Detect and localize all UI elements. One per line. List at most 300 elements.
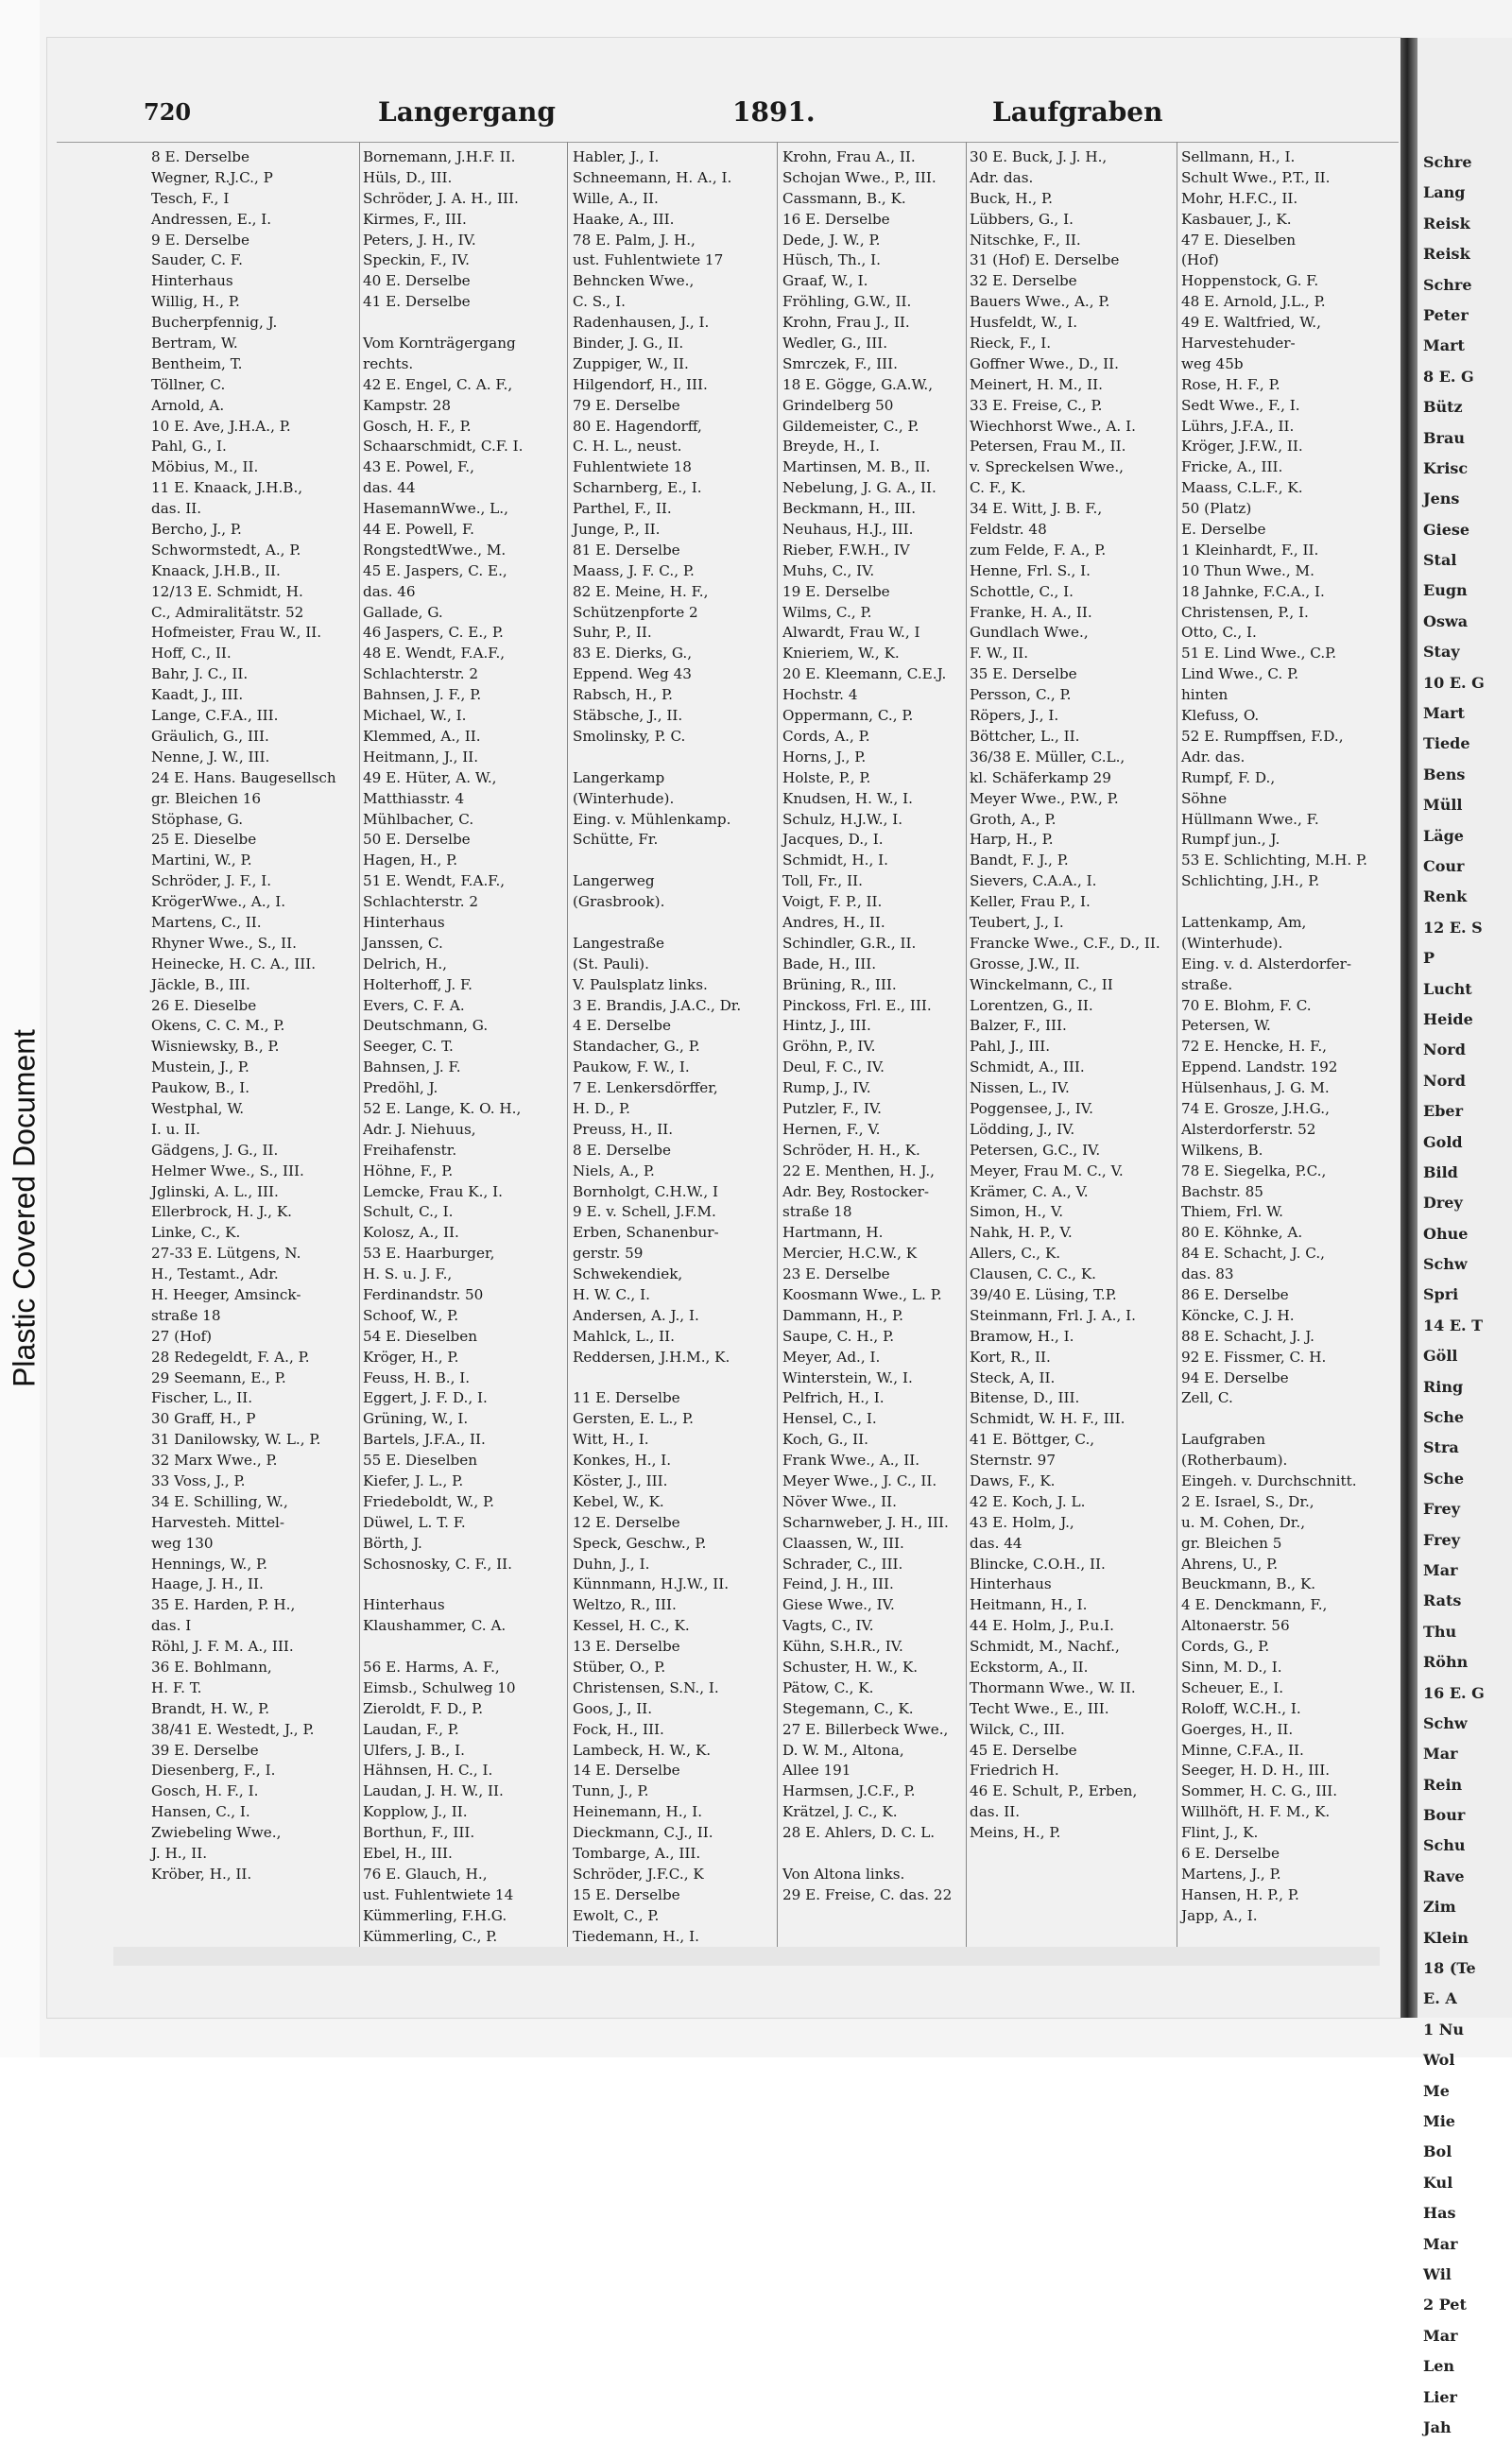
directory-entry: Höhne, F., P. bbox=[363, 1161, 454, 1179]
directory-entry: Sedt Wwe., F., I. bbox=[1181, 396, 1300, 414]
directory-entry: Schosnosky, C. F., II. bbox=[363, 1555, 512, 1573]
directory-entry: 11 E. Derselbe bbox=[573, 1389, 680, 1407]
directory-entry: Sinn, M. D., I. bbox=[1181, 1659, 1282, 1677]
directory-entry: gr. Bleichen 16 bbox=[151, 789, 262, 807]
directory-entry: 80 E. Hagendorff, bbox=[573, 417, 702, 435]
directory-entry: Mühlbacher, C. bbox=[363, 810, 474, 828]
next-page-entry: Müll bbox=[1423, 796, 1463, 815]
directory-entry: Tiedemann, H., I. bbox=[573, 1927, 699, 1945]
directory-entry: Mercier, H.C.W., K bbox=[782, 1245, 918, 1263]
directory-entry: 82 E. Meine, H. F., bbox=[573, 582, 709, 600]
directory-entry: Düwel, L. T. F. bbox=[363, 1513, 466, 1531]
directory-entry: Nebelung, J. G. A., II. bbox=[782, 479, 936, 497]
directory-entry: Von Altona links. bbox=[782, 1865, 905, 1883]
directory-entry: 30 Graff, H., P bbox=[151, 1410, 256, 1428]
next-page-entry: Lang bbox=[1423, 183, 1466, 202]
next-page-entry: Schu bbox=[1423, 1836, 1466, 1855]
directory-entry: Schlichting, J.H., P. bbox=[1181, 872, 1320, 890]
directory-entry: Schottle, C., I. bbox=[970, 582, 1074, 600]
directory-entry bbox=[363, 1574, 565, 1595]
directory-entry: Francke Wwe., C.F., D., II. bbox=[970, 934, 1160, 952]
directory-entry: 16 E. Derselbe bbox=[782, 210, 890, 228]
directory-entry: Paukow, B., I. bbox=[151, 1079, 250, 1097]
directory-entry: 34 E. Schilling, W., bbox=[151, 1492, 288, 1510]
directory-entry: Gädgens, J. G., II. bbox=[151, 1141, 279, 1159]
directory-column-6 bbox=[1181, 147, 1399, 1927]
directory-entry: Brüning, R., III. bbox=[782, 975, 897, 993]
directory-entry: Mahlck, L., II. bbox=[573, 1327, 676, 1345]
directory-entry: Feuss, H. B., I. bbox=[363, 1368, 471, 1386]
next-page-entry: Eber bbox=[1423, 1102, 1463, 1121]
directory-entry: Tombarge, A., III. bbox=[573, 1845, 701, 1863]
directory-entry: 14 E. Derselbe bbox=[573, 1762, 680, 1780]
directory-entry: Lührs, J.F.A., II. bbox=[1181, 417, 1295, 435]
directory-entry: 34 E. Witt, J. B. F., bbox=[970, 500, 1103, 518]
next-page-entry: Peter bbox=[1423, 305, 1469, 324]
directory-entry: 83 E. Dierks, G., bbox=[573, 645, 693, 662]
directory-entry: Hensel, C., I. bbox=[782, 1410, 877, 1428]
directory-entry: Knaack, J.H.B., II. bbox=[151, 561, 281, 579]
directory-entry: 48 E. Arnold, J.L., P. bbox=[1181, 293, 1326, 311]
directory-entry: Husfeldt, W., I. bbox=[970, 314, 1078, 332]
next-page-entry: Ring bbox=[1423, 1377, 1464, 1396]
directory-entry: Klemmed, A., II. bbox=[363, 727, 481, 745]
directory-entry: 36 E. Bohlmann, bbox=[151, 1659, 272, 1677]
directory-column-3 bbox=[573, 147, 775, 1968]
directory-entry: Gosch, H. F., I. bbox=[151, 1782, 259, 1800]
directory-entry: Pelfrich, H., I. bbox=[782, 1389, 885, 1407]
directory-entry: Heinecke, H. C. A., III. bbox=[151, 955, 317, 972]
directory-entry: Vom Kornträgergang bbox=[363, 335, 516, 353]
directory-entry: Hilgendorf, H., III. bbox=[573, 375, 708, 393]
directory-entry: Bitense, D., III. bbox=[970, 1389, 1080, 1407]
directory-entry: Meyer Wwe., P.W., P. bbox=[970, 789, 1119, 807]
directory-entry: Krätzel, J. C., K. bbox=[782, 1803, 898, 1821]
next-page-entry: Bild bbox=[1423, 1162, 1458, 1181]
next-page-entry: Rave bbox=[1423, 1867, 1465, 1885]
directory-entry: Kopplow, J., II. bbox=[363, 1803, 468, 1821]
next-page-entry: Gold bbox=[1423, 1132, 1463, 1151]
directory-entry: Schwekendiek, bbox=[573, 1265, 683, 1283]
directory-entry: Lambeck, H. W., K. bbox=[573, 1741, 712, 1759]
directory-entry: Petersen, Frau M., II. bbox=[970, 438, 1126, 456]
directory-entry: Bramow, H., I. bbox=[970, 1327, 1074, 1345]
directory-entry: Hernen, F., V. bbox=[782, 1120, 881, 1138]
directory-column-5 bbox=[970, 147, 1174, 1844]
directory-entry: weg 130 bbox=[151, 1534, 214, 1552]
directory-entry: 8 E. Derselbe bbox=[151, 148, 250, 165]
directory-entry: Laufgraben bbox=[1181, 1431, 1266, 1449]
directory-entry: Duhn, J., I. bbox=[573, 1555, 650, 1573]
directory-entry: 49 E. Waltfried, W., bbox=[1181, 314, 1321, 332]
next-page-entry: Frey bbox=[1423, 1530, 1460, 1549]
directory-entry: Otto, C., I. bbox=[1181, 624, 1257, 642]
next-page-entry: Heide bbox=[1423, 1009, 1473, 1028]
directory-entry: 19 E. Derselbe bbox=[782, 582, 890, 600]
directory-entry: Feind, J. H., III. bbox=[782, 1575, 894, 1593]
directory-entry bbox=[573, 913, 775, 934]
next-page-entry: Lucht bbox=[1423, 979, 1472, 998]
directory-entry: das. II. bbox=[970, 1803, 1021, 1821]
next-page-entry: Reisk bbox=[1423, 214, 1470, 232]
directory-entry: Deutschmann, G. bbox=[363, 1017, 489, 1035]
directory-entry: Martinsen, M. B., II. bbox=[782, 458, 931, 476]
directory-entry: Schlachterstr. 2 bbox=[363, 893, 479, 911]
next-page-entry: Cour bbox=[1423, 856, 1465, 875]
next-page-entry: Sche bbox=[1423, 1408, 1465, 1427]
directory-entry: Nitschke, F., II. bbox=[970, 231, 1081, 249]
directory-entry: Konkes, H., I. bbox=[573, 1452, 672, 1470]
directory-entry: das. 44 bbox=[970, 1534, 1022, 1552]
directory-entry: weg 45b bbox=[1181, 354, 1244, 372]
directory-entry: Kröger, H., P. bbox=[363, 1348, 459, 1366]
directory-entry: 35 E. Derselbe bbox=[970, 665, 1077, 683]
directory-entry: 52 E. Rumpffsen, F.D., bbox=[1181, 727, 1344, 745]
directory-entry: Adr. das. bbox=[1181, 748, 1246, 766]
directory-entry: 40 E. Derselbe bbox=[363, 272, 471, 290]
directory-entry: Bornemann, J.H.F. II. bbox=[363, 148, 516, 165]
directory-entry: Diesenberg, F., I. bbox=[151, 1762, 276, 1780]
next-page-entry: Stra bbox=[1423, 1438, 1459, 1457]
directory-entry: Deul, F. C., IV. bbox=[782, 1058, 885, 1076]
directory-entry: Cassmann, B., K. bbox=[782, 189, 906, 207]
directory-entry: Graaf, W., I. bbox=[782, 272, 868, 290]
directory-entry: Schindler, G.R., II. bbox=[782, 934, 917, 952]
directory-entry: das. II. bbox=[151, 500, 202, 518]
directory-entry: Rumpf, F. D., bbox=[1181, 768, 1276, 786]
directory-entry: 6 E. Derselbe bbox=[1181, 1845, 1280, 1863]
directory-entry: Eimsb., Schulweg 10 bbox=[363, 1678, 516, 1696]
directory-entry: gr. Bleichen 5 bbox=[1181, 1534, 1282, 1552]
directory-entry: Sommer, H. C. G., III. bbox=[1181, 1782, 1338, 1800]
directory-entry: Rabsch, H., P. bbox=[573, 686, 673, 704]
next-page-entry: Krisc bbox=[1423, 458, 1469, 477]
directory-entry: 92 E. Fissmer, C. H. bbox=[1181, 1348, 1327, 1366]
directory-entry: Hennings, W., P. bbox=[151, 1555, 268, 1573]
directory-entry: Töllner, C. bbox=[151, 375, 226, 393]
next-page-entry: E. A bbox=[1423, 1989, 1457, 2008]
directory-entry: Andres, H., II. bbox=[782, 913, 885, 931]
directory-entry: Ebel, H., III. bbox=[363, 1845, 453, 1863]
directory-entry: Eckstorm, A., II. bbox=[970, 1659, 1089, 1677]
directory-entry: 50 (Platz) bbox=[1181, 500, 1252, 518]
directory-entry: Schmidt, M., Nachf., bbox=[970, 1638, 1120, 1656]
directory-entry: Schult Wwe., P.T., II. bbox=[1181, 168, 1331, 186]
directory-entry: Schröder, H. H., K. bbox=[782, 1141, 920, 1159]
next-page-entry: 8 E. G bbox=[1423, 367, 1474, 386]
directory-entry: Meyer, Frau M. C., V. bbox=[970, 1161, 1124, 1179]
directory-entry: Gräulich, G., III. bbox=[151, 727, 269, 745]
directory-entry: Roloff, W.C.H., I. bbox=[1181, 1699, 1301, 1717]
directory-entry: 15 E. Derselbe bbox=[573, 1885, 680, 1903]
directory-entry: Adr. Bey, Rostocker- bbox=[782, 1182, 930, 1200]
directory-entry: 1 Kleinhardt, F., II. bbox=[1181, 541, 1319, 559]
directory-entry: Groth, A., P. bbox=[970, 810, 1057, 828]
directory-entry: C. H. L., neust. bbox=[573, 438, 682, 456]
directory-entry: Schwormstedt, A., P. bbox=[151, 541, 301, 559]
next-page-entry: Stay bbox=[1423, 643, 1460, 662]
directory-entry: 43 E. Powel, F., bbox=[363, 458, 474, 476]
directory-entry: Stöphase, G. bbox=[151, 810, 244, 828]
directory-entry: Winckelmann, C., II bbox=[970, 975, 1113, 993]
directory-entry: Martens, J., P. bbox=[1181, 1865, 1281, 1883]
directory-entry: Holste, P., P. bbox=[782, 768, 871, 786]
directory-entry: Schojan Wwe., P., III. bbox=[782, 168, 936, 186]
right-street-header: Laufgraben bbox=[992, 96, 1163, 128]
directory-entry: 28 Redegeldt, F. A., P. bbox=[151, 1348, 310, 1366]
directory-entry: 4 E. Denckmann, F., bbox=[1181, 1596, 1328, 1614]
directory-entry: Schmidt, H., I. bbox=[782, 852, 888, 869]
next-page-entry: Giese bbox=[1423, 520, 1470, 539]
directory-entry: Helmer Wwe., S., III. bbox=[151, 1161, 304, 1179]
directory-entry: 22 E. Menthen, H. J., bbox=[782, 1161, 935, 1179]
next-page-entry: Oswa bbox=[1423, 611, 1469, 630]
book-gutter bbox=[1400, 38, 1418, 2018]
directory-entry: Schult, C., I. bbox=[363, 1203, 454, 1221]
directory-entry: Harvesteh. Mittel- bbox=[151, 1513, 285, 1531]
directory-entry: Böttcher, L., II. bbox=[970, 727, 1080, 745]
directory-entry: 27-33 E. Lütgens, N. bbox=[151, 1245, 301, 1263]
directory-entry: Kirmes, F., III. bbox=[363, 210, 467, 228]
directory-entry: 51 E. Lind Wwe., C.P. bbox=[1181, 645, 1337, 662]
directory-entry: 10 Thun Wwe., M. bbox=[1181, 561, 1314, 579]
next-page-entry: Jah bbox=[1423, 2417, 1452, 2436]
directory-entry: Stegemann, C., K. bbox=[782, 1699, 914, 1717]
directory-entry: Pinckoss, Frl. E., III. bbox=[782, 996, 932, 1014]
directory-entry: Fricke, A., III. bbox=[1181, 458, 1283, 476]
next-page-entry: Röhn bbox=[1423, 1653, 1469, 1672]
directory-entry: Matthiasstr. 4 bbox=[363, 789, 465, 807]
directory-entry: Lübbers, G., I. bbox=[970, 210, 1074, 228]
next-page-entry: Mar bbox=[1423, 2234, 1458, 2253]
directory-entry: Rieber, F.W.H., IV bbox=[782, 541, 910, 559]
directory-entry: Okens, C. C. M., P. bbox=[151, 1017, 285, 1035]
directory-entry: Habler, J., I. bbox=[573, 148, 660, 165]
directory-entry: Hüsch, Th., I. bbox=[782, 251, 881, 269]
directory-entry: Behncken Wwe., bbox=[573, 272, 695, 290]
directory-entry: 25 E. Dieselbe bbox=[151, 831, 257, 849]
next-page-entry: Wol bbox=[1423, 2051, 1455, 2070]
directory-entry: ust. Fuhlentwiete 17 bbox=[573, 251, 724, 269]
next-page-entry: Schre bbox=[1423, 275, 1472, 294]
directory-entry: Rumpf jun., J. bbox=[1181, 831, 1280, 849]
directory-entry: Peters, J. H., IV. bbox=[363, 231, 476, 249]
directory-entry: Pahl, J., III. bbox=[970, 1038, 1051, 1056]
directory-entry: Zwiebeling Wwe., bbox=[151, 1824, 282, 1842]
directory-entry: Seeger, H. D. H., III. bbox=[1181, 1762, 1331, 1780]
directory-entry: Bahnsen, J. F., P. bbox=[363, 686, 482, 704]
directory-entry: Köncke, C. J. H. bbox=[1181, 1306, 1295, 1324]
directory-entry bbox=[573, 1368, 775, 1389]
directory-entry: Harmsen, J.C.F., P. bbox=[782, 1782, 916, 1800]
directory-entry: Lange, C.F.A., III. bbox=[151, 707, 279, 725]
directory-entry: 70 E. Blohm, F. C. bbox=[1181, 996, 1312, 1014]
directory-entry: H. S. u. J. F., bbox=[363, 1265, 453, 1283]
next-page-entry: Stal bbox=[1423, 551, 1457, 570]
next-page-entry: 1 Nu bbox=[1423, 2020, 1464, 2039]
directory-entry: Michael, W., I. bbox=[363, 707, 467, 725]
directory-entry: Gosch, H. F., P. bbox=[363, 417, 472, 435]
directory-entry: Schröder, J. F., I. bbox=[151, 872, 272, 890]
directory-entry: Westphal, W. bbox=[151, 1099, 245, 1117]
next-page-entry: 2 Pet bbox=[1423, 2296, 1467, 2314]
directory-entry: Horns, J., P. bbox=[782, 748, 867, 766]
directory-entry: 86 E. Derselbe bbox=[1181, 1285, 1289, 1303]
directory-entry: Suhr, P., II. bbox=[573, 624, 652, 642]
directory-entry: Hülsenhaus, J. G. M. bbox=[1181, 1079, 1330, 1097]
directory-entry: 9 E. Derselbe bbox=[151, 231, 250, 249]
directory-entry: (Hof) bbox=[1181, 251, 1219, 269]
directory-entry: Zuppiger, W., II. bbox=[573, 354, 689, 372]
directory-entry: Kort, R., II. bbox=[970, 1348, 1051, 1366]
directory-entry: Langestraße bbox=[573, 934, 664, 952]
directory-entry: Tesch, F., I bbox=[151, 189, 230, 207]
directory-entry: 39 E. Derselbe bbox=[151, 1741, 259, 1759]
directory-entry: Mustein, J., P. bbox=[151, 1058, 249, 1076]
directory-entry: Breyde, H., I. bbox=[782, 438, 880, 456]
directory-entry: Sternstr. 97 bbox=[970, 1452, 1057, 1470]
directory-entry: Speckin, F., IV. bbox=[363, 251, 470, 269]
directory-entry: Witt, H., I. bbox=[573, 1431, 649, 1449]
directory-entry: 32 E. Derselbe bbox=[970, 272, 1077, 290]
directory-entry: Clausen, C. C., K. bbox=[970, 1265, 1097, 1283]
directory-entry: Seeger, C. T. bbox=[363, 1038, 454, 1056]
next-page-entry: Me bbox=[1423, 2081, 1450, 2100]
directory-entry bbox=[363, 1637, 565, 1658]
directory-entry: Toll, Fr., II. bbox=[782, 872, 863, 890]
directory-entry: 55 E. Dieselben bbox=[363, 1452, 478, 1470]
next-page-entry: Bens bbox=[1423, 765, 1466, 783]
directory-entry: ust. Fuhlentwiete 14 bbox=[363, 1885, 514, 1903]
directory-entry: Voigt, F. P., II. bbox=[782, 893, 883, 911]
column-divider bbox=[777, 142, 778, 1947]
directory-entry: 81 E. Derselbe bbox=[573, 541, 680, 559]
next-page-entry: Göll bbox=[1423, 1347, 1458, 1366]
next-page-entry: P bbox=[1423, 949, 1435, 968]
directory-entry: F. W., II. bbox=[970, 645, 1029, 662]
directory-entry: Schmidt, W. H. F., III. bbox=[970, 1410, 1125, 1428]
directory-entry: 7 E. Lenkersdörffer, bbox=[573, 1079, 718, 1097]
directory-entry: Eppend. Landstr. 192 bbox=[1181, 1058, 1338, 1076]
directory-entry: 2 E. Israel, S., Dr., bbox=[1181, 1492, 1314, 1510]
directory-entry: Gersten, E. L., P. bbox=[573, 1410, 694, 1428]
directory-entry: Minne, C.F.A., II. bbox=[1181, 1741, 1304, 1759]
directory-entry: Tunn, J., P. bbox=[573, 1782, 649, 1800]
directory-entry: 43 E. Holm, J., bbox=[970, 1513, 1074, 1531]
directory-entry: Hansen, H. P., P. bbox=[1181, 1885, 1299, 1903]
directory-entry: straße 18 bbox=[782, 1203, 852, 1221]
directory-entry: Rhyner Wwe., S., II. bbox=[151, 934, 297, 952]
directory-entry: 8 E. Derselbe bbox=[573, 1141, 672, 1159]
directory-entry: 45 E. Jaspers, C. E., bbox=[363, 561, 507, 579]
directory-entry: C., Admiralitätstr. 52 bbox=[151, 603, 304, 621]
directory-entry: Lattenkamp, Am, bbox=[1181, 913, 1307, 931]
directory-entry: Rieck, F., I. bbox=[970, 335, 1052, 353]
directory-entry: Cords, G., P. bbox=[1181, 1638, 1270, 1656]
directory-entry: (St. Pauli). bbox=[573, 955, 649, 972]
directory-entry: Fuhlentwiete 18 bbox=[573, 458, 692, 476]
directory-entry: Bucherpfennig, J. bbox=[151, 314, 278, 332]
directory-entry: Adr. J. Niehuus, bbox=[363, 1120, 476, 1138]
directory-entry: Christensen, P., I. bbox=[1181, 603, 1309, 621]
next-page-entry: Frey bbox=[1423, 1500, 1460, 1519]
directory-entry: 42 E. Koch, J. L. bbox=[970, 1492, 1086, 1510]
directory-entry: Grindelberg 50 bbox=[782, 396, 894, 414]
next-page-entry: Kul bbox=[1423, 2173, 1453, 2192]
directory-entry: Andersen, A. J., I. bbox=[573, 1306, 699, 1324]
directory-entry: Goffner Wwe., D., II. bbox=[970, 354, 1119, 372]
directory-entry: Wisniewsky, B., P. bbox=[151, 1038, 280, 1056]
directory-entry: Eppend. Weg 43 bbox=[573, 665, 692, 683]
directory-entry: Franke, H. A., II. bbox=[970, 603, 1092, 621]
directory-entry: 38/41 E. Westedt, J., P. bbox=[151, 1720, 315, 1738]
plastic-cover-stripe bbox=[0, 0, 40, 2057]
directory-entry: Bornholgt, C.H.W., I bbox=[573, 1182, 719, 1200]
directory-entry: Hinterhaus bbox=[363, 1596, 445, 1614]
directory-entry: 84 E. Schacht, J. C., bbox=[1181, 1245, 1325, 1263]
directory-entry: V. Paulsplatz links. bbox=[573, 975, 708, 993]
directory-entry: Kröber, H., II. bbox=[151, 1865, 252, 1883]
directory-entry: Weltzo, R., III. bbox=[573, 1596, 677, 1614]
directory-entry: Laudan, J. H. W., II. bbox=[363, 1782, 504, 1800]
directory-entry: Kühn, S.H.R., IV. bbox=[782, 1638, 903, 1656]
directory-entry: Heitmann, H., I. bbox=[970, 1596, 1088, 1614]
directory-entry: 52 E. Lange, K. O. H., bbox=[363, 1099, 522, 1117]
directory-entry: Predöhl, J. bbox=[363, 1079, 438, 1097]
directory-entry: Nissen, L., IV. bbox=[970, 1079, 1070, 1097]
next-page-entry: Bol bbox=[1423, 2142, 1452, 2161]
directory-entry: Meins, H., P. bbox=[970, 1824, 1061, 1842]
directory-entry: 4 E. Derselbe bbox=[573, 1017, 672, 1035]
directory-entry: Gallade, G. bbox=[363, 603, 443, 621]
next-page-entry: 14 E. T bbox=[1423, 1316, 1484, 1334]
directory-entry: Friedrich H. bbox=[970, 1762, 1059, 1780]
directory-entry: Petersen, G.C., IV. bbox=[970, 1141, 1101, 1159]
next-page-entry: Bütz bbox=[1423, 398, 1463, 417]
directory-entry: Bade, H., III. bbox=[782, 955, 877, 972]
directory-entry: Schlachterstr. 2 bbox=[363, 665, 479, 683]
directory-entry bbox=[1181, 892, 1399, 913]
directory-entry: Allee 191 bbox=[782, 1762, 851, 1780]
directory-entry: Jglinski, A. L., III. bbox=[151, 1182, 279, 1200]
directory-entry: 3 E. Brandis, J.A.C., Dr. bbox=[573, 996, 742, 1014]
directory-entry: H. Heeger, Amsinck- bbox=[151, 1285, 301, 1303]
directory-entry: Gundlach Wwe., bbox=[970, 624, 1089, 642]
directory-entry: Hoppenstock, G. F. bbox=[1181, 272, 1319, 290]
directory-entry: Neuhaus, H.J., III. bbox=[782, 521, 914, 539]
directory-entry: Hähnsen, H. C., I. bbox=[363, 1762, 493, 1780]
next-page-entry: Nord bbox=[1423, 1041, 1466, 1059]
directory-entry: 53 E. Haarburger, bbox=[363, 1245, 495, 1263]
directory-entry: 48 E. Wendt, F.A.F., bbox=[363, 645, 506, 662]
directory-entry: 36/38 E. Müller, C.L., bbox=[970, 748, 1125, 766]
directory-entry: Eingeh. v. Durchschnitt. bbox=[1181, 1472, 1357, 1489]
directory-entry: Bahr, J. C., II. bbox=[151, 665, 249, 683]
directory-entry: Schneemann, H. A., I. bbox=[573, 168, 732, 186]
directory-entry: Nahk, H. P., V. bbox=[970, 1224, 1073, 1242]
directory-entry: Smolinsky, P. C. bbox=[573, 727, 686, 745]
next-page-entry: 18 (Te bbox=[1423, 1959, 1476, 1978]
directory-entry: Knieriem, W., K. bbox=[782, 645, 900, 662]
next-page-entry: Rein bbox=[1423, 1775, 1463, 1794]
directory-entry: Martens, C., II. bbox=[151, 913, 262, 931]
directory-entry: Martini, W., P. bbox=[151, 852, 252, 869]
directory-entry: I. u. II. bbox=[151, 1120, 200, 1138]
directory-entry: Hinterhaus bbox=[363, 913, 445, 931]
directory-entry: Cords, A., P. bbox=[782, 727, 870, 745]
directory-entry: das. 44 bbox=[363, 479, 416, 497]
directory-entry: 24 E. Hans. Baugesellsch bbox=[151, 768, 336, 786]
